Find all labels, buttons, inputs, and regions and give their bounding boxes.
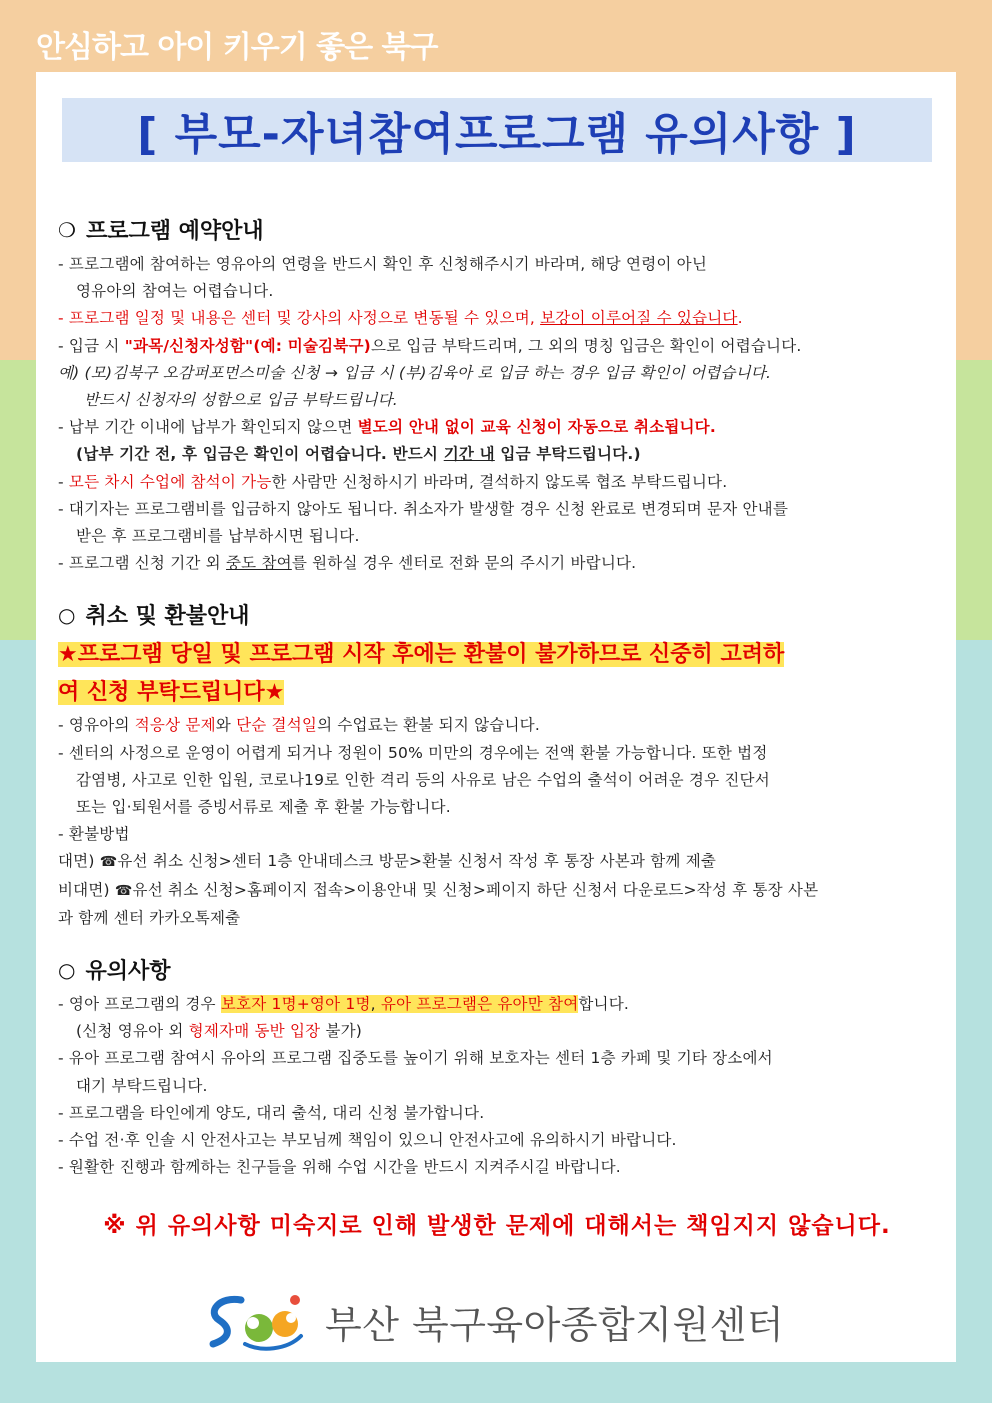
bullet-icon: ○: [58, 957, 76, 982]
text: 유선 취소 신청>홈페이지 접속>이용안내 및 신청>페이지 하단 신청서 다운로드>작성 후 통장 사본: [132, 880, 819, 899]
text: - 영유아의: [58, 716, 135, 735]
text: 불가): [320, 1022, 363, 1041]
highlighted-red-text: 유아 프로그램은 유아만 참여: [380, 995, 579, 1014]
notice-content: [58, 210, 936, 1240]
section-heading-text: 프로그램 예약안내: [85, 219, 264, 244]
refund-warning-line: 여 신청 부탁드립니다★: [58, 680, 285, 706]
section-heading-refund: [58, 599, 936, 630]
slogan: 안심하고 아이 키우기 좋은 북구: [36, 30, 438, 65]
text: 한 사람만 신청하시기 바라며, 결석하지 않도록 협조 부탁드립니다.: [271, 472, 728, 491]
refund-method-line: [58, 877, 936, 905]
text: 를 원하실 경우 센터로 전화 문의 주시기 바랍니다.: [291, 554, 637, 573]
notice-line: - 유아 프로그램 참여시 유아의 프로그램 집중도를 높이기 위해 보호자는 센터 1층 카페 및 기타 장소에서: [58, 1049, 773, 1068]
notice-sheet: [36, 72, 956, 1362]
text: - 프로그램 신청 기간 외: [58, 554, 226, 573]
text: - 입금 시: [58, 336, 125, 355]
refund-warning-line: ★프로그램 당일 및 프로그램 시작 후에는 환불이 불가하므로 신중히 고려하: [58, 642, 785, 668]
notice-line: 감염병, 사고로 인한 입원, 코로나19로 인한 격리 등의 사유로 남은 수업의 출석이 어려운 경우 진단서: [76, 770, 770, 789]
red-text: 적응상 문제: [134, 716, 216, 735]
red-bold-text: "과목/신청자성함"(예: 미술김북구): [124, 336, 371, 355]
notice-line: [58, 550, 936, 577]
phone-icon: ☎: [114, 882, 133, 899]
bullet-icon: ○: [58, 602, 76, 627]
phone-icon: ☎: [99, 854, 118, 871]
footer-logo: [201, 1290, 784, 1352]
notice-line: - 환불방법: [58, 825, 130, 844]
notice-line: - 센터의 사정으로 운영이 어렵게 되거나 정원이 50% 미만의 경우에는 전액 환불 가능합니다. 또한 법정: [58, 743, 768, 762]
notice-line: [58, 333, 936, 360]
underlined-text: 중도 참여: [226, 554, 292, 573]
notice-line: - 프로그램을 타인에게 양도, 대리 출석, 대리 신청 불가합니다.: [58, 1103, 485, 1122]
notice-line: - 프로그램에 참여하는 영유아의 연령을 반드시 확인 후 신청해주시기 바라며, 해당 연령이 아닌: [58, 255, 708, 273]
red-text: 단순 결석일: [236, 716, 318, 735]
notice-line: - 수업 전·후 인솔 시 안전사고는 부모님께 책임이 있으니 안전사고에 유의하시기 바랍니다.: [58, 1131, 677, 1150]
refund-method-line: [58, 848, 936, 876]
notice-line: [58, 712, 936, 739]
refund-warning: [58, 636, 936, 674]
red-underlined-text: 보강이 이루어질 수 있습니다: [540, 309, 738, 328]
text: ,: [370, 995, 381, 1014]
notice-line: 또는 입·퇴원서를 증빙서류로 제출 후 환불 가능합니다.: [76, 798, 451, 817]
page-title: [ 부모-자녀참여프로그램 유의사항 ]: [62, 98, 932, 162]
notice-line: [58, 414, 936, 441]
disclaimer: ※ 위 유의사항 미숙지로 인해 발생한 문제에 대해서는 책임지지 않습니다.: [103, 1213, 891, 1240]
section-heading-reservation: [58, 214, 936, 245]
red-text: .: [737, 309, 743, 328]
text: -: [58, 472, 69, 491]
text: 와: [215, 716, 237, 735]
notice-line: 대기 부탁드립니다.: [76, 1076, 208, 1095]
bullet-icon: ❍: [58, 217, 76, 242]
text: 합니다.: [578, 995, 630, 1014]
refund-method-line: 과 함께 센터 카카오톡제출: [58, 908, 241, 927]
notice-line: [58, 469, 936, 496]
refund-warning: [58, 674, 936, 712]
notice-line: - 원활한 진행과 함께하는 친구들을 위해 수업 시간을 반드시 지켜주시길 바랍니다.: [58, 1158, 621, 1177]
notice-line: [58, 991, 936, 1018]
organization-name: 부산 북구육아종합지원센터: [325, 1302, 785, 1347]
red-bold-text: 별도의 안내 없이 교육 신청이 자동으로 취소됩니다.: [357, 418, 716, 437]
text: 의 수업료는 환불 되지 않습니다.: [317, 716, 540, 735]
organization-logo-icon: [201, 1290, 311, 1352]
notice-line: [58, 441, 936, 468]
text: (신청 영유아 외: [76, 1022, 189, 1041]
text: 유선 취소 신청>센터 1층 안내데스크 방문>환불 신청서 작성 후 통장 사본과 함께 제출: [117, 852, 717, 871]
notice-line: 영유아의 참여는 어렵습니다.: [76, 282, 274, 301]
notice-line: 받은 후 프로그램비를 납부하시면 됩니다.: [76, 527, 360, 546]
text: - 영아 프로그램의 경우: [58, 995, 221, 1014]
notice-line: - 대기자는 프로그램비를 입금하지 않아도 됩니다. 취소자가 발생할 경우 신청 완료로 변경되며 문자 안내를: [58, 499, 789, 518]
underlined-text: 기간 내: [443, 445, 495, 464]
text: - 납부 기간 이내에 납부가 확인되지 않으면: [58, 418, 358, 437]
text: (납부 기간 전, 후 입금은 확인이 어렵습니다. 반드시: [76, 445, 444, 464]
section-heading-text: 유의사항: [85, 959, 171, 985]
red-text: 형제자매 동반 입장: [188, 1022, 321, 1041]
example-line: 예) (모)김북구 오감퍼포먼스미술 신청 → 입금 시 (부)김육아 로 입금 하는 경우 입금 확인이 어렵습니다.: [58, 363, 772, 382]
notice-line: [58, 1018, 936, 1045]
highlighted-red-text: 보호자 1명+영아 1명: [220, 995, 371, 1014]
section-heading-text: 취소 및 환불안내: [85, 604, 250, 630]
text: 으로 입금 부탁드리며, 그 외의 명칭 입금은 확인이 어렵습니다.: [370, 336, 802, 355]
notice-line: [58, 305, 936, 332]
text: 비대면): [58, 880, 115, 899]
red-text: 모든 차시 수업에 참석이 가능: [68, 472, 272, 491]
section-heading-precautions: [58, 954, 936, 985]
text: 입금 부탁드립니다.): [494, 445, 641, 464]
example-line: 반드시 신청자의 성함으로 입금 부탁드립니다.: [84, 391, 398, 410]
red-text: - 프로그램 일정 및 내용은 센터 및 강사의 사정으로 변동될 수 있으며,: [58, 309, 541, 328]
text: 대면): [58, 852, 100, 871]
